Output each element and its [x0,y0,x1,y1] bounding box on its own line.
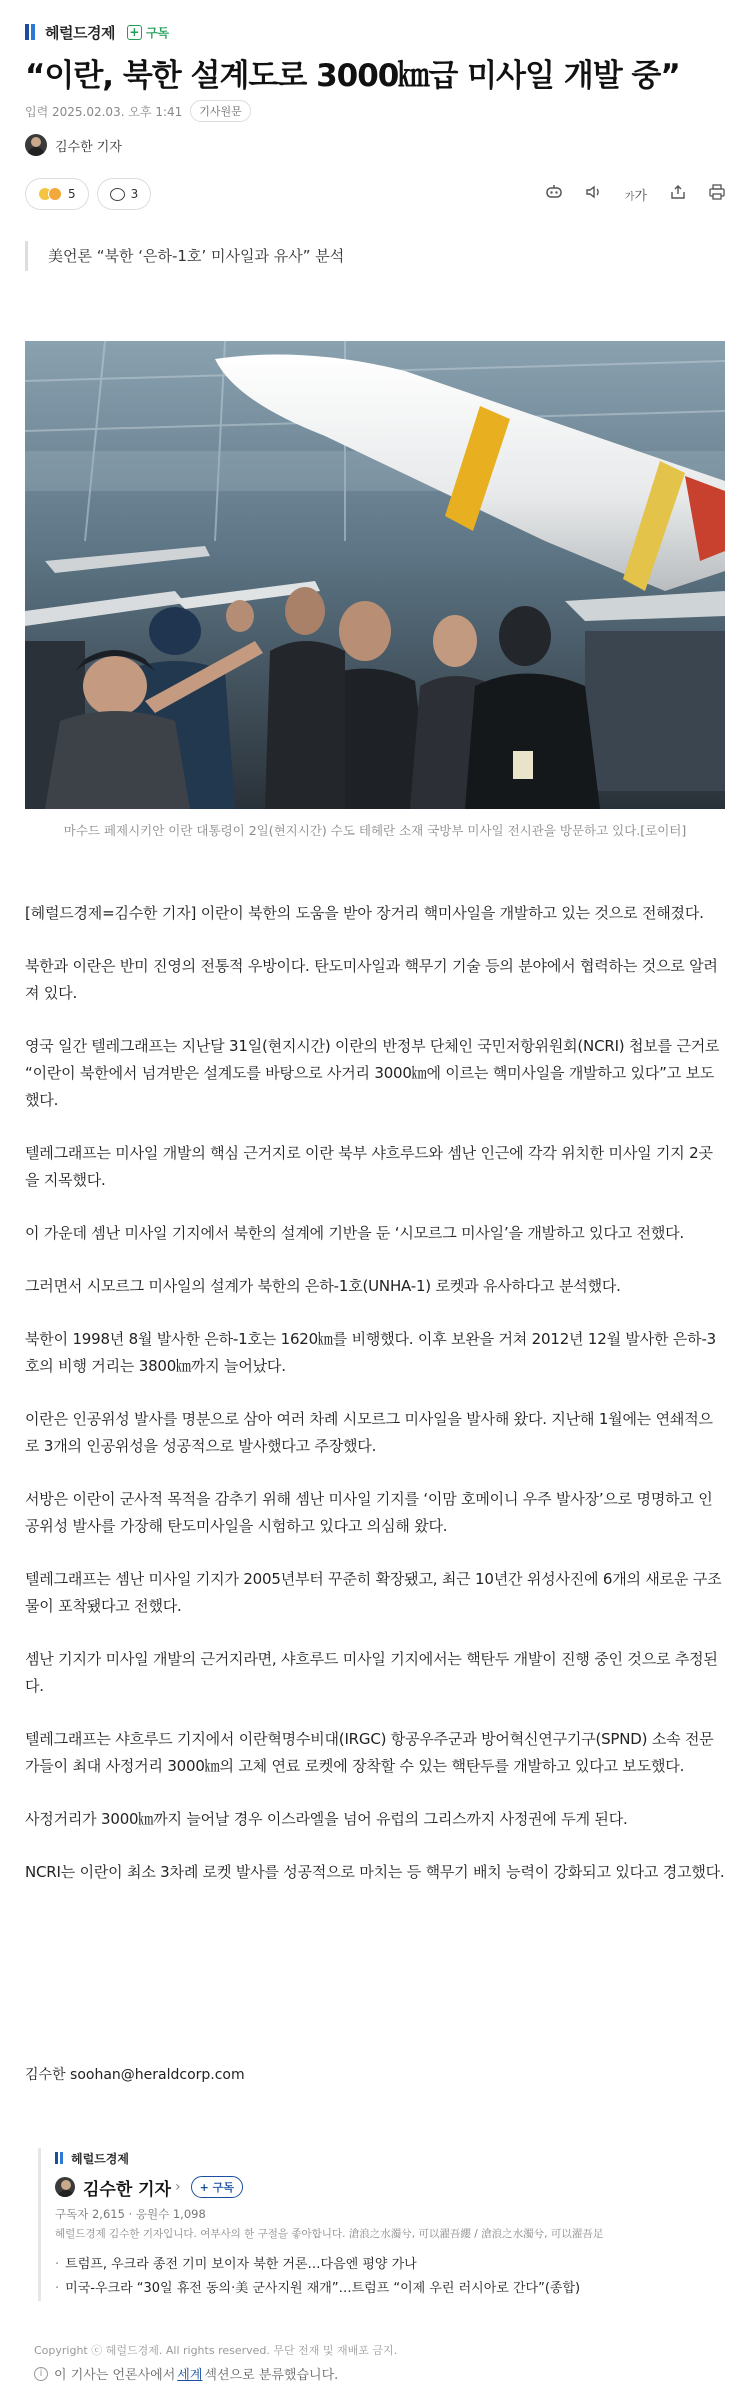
classify-prefix: 이 기사는 언론사에서 [54,2368,176,2383]
paragraph: 서방은 이란이 군사적 목적을 감추기 위해 셈난 미사일 기지를 ‘이맘 호메이니 우주 발사장’으로 명명하고 인공위성 발사를 가장해 탄도미사일을 시험하고 있다고 의심해 왔다. [25,1490,713,1535]
summary-bot-icon[interactable] [545,184,563,204]
speaker-icon[interactable] [585,184,603,204]
paragraph: 텔레그래프는 샤흐루드 기지에서 이란혁명수비대(IRGC) 항공우주군과 방어혁신연구기구(SPND) 소속 전문가들이 최대 사정거리 3000㎞의 고체 연료 로켓에 장착할 수 있는 핵탄두를 개발하고 있다고 보도했다. [25,1730,714,1775]
paragraph: 이 가운데 셈난 미사일 기지에서 북한의 설계에 기반을 둔 ‘시모르그 미사일’을 개발하고 있다고 전했다. [25,1224,684,1242]
comment-button[interactable] [97,178,152,210]
related-list [55,2253,700,2301]
chevron-right-icon: › [175,2179,181,2195]
author-avatar [25,134,47,156]
paragraph: 그러면서 시모르그 미사일의 설계가 북한의 은하-1호(UNHA-1) 로켓과 유사하다고 분석했다. [25,1277,621,1295]
reporter-intro: 헤럴드경제 김수한 기자입니다. 여부사의 한 구절을 좋아합니다. 滄浪之水濁兮, 可以濯吾纓 / 滄浪之水濁兮, 可以濯吾足 [55,2228,604,2240]
paragraph: NCRI는 이란이 최소 3차례 로켓 발사를 성공적으로 마치는 등 핵무기 배치 능력이 강화되고 있다고 경고했다. [25,1863,725,1881]
reporter-name[interactable]: 김수한 기자 [83,2179,172,2200]
header-bar [25,20,169,44]
photo-caption: 마수드 페제시키안 이란 대통령이 2일(현지시간) 수도 테헤란 소재 국방부 미사일 전시관을 방문하고 있다.[로이터] [63,823,687,838]
paragraph: 텔레그래프는 셈난 미사일 기지가 2005년부터 꾸준히 확장됐고, 최근 10년간 위성사진에 6개의 새로운 구조물이 포착됐다고 전했다. [25,1570,722,1615]
author-row[interactable] [25,134,122,156]
related-article-link[interactable]: · 트럼프, 우크라 종전 기미 보이자 북한 거론…다음엔 평양 가나 [55,2253,700,2277]
related-article-link[interactable]: · 미국-우크라 “30일 휴전 동의·美 군사지원 재개”…트럼프 “이제 우린 러시아로 간다”(종합) [55,2277,700,2301]
reaction-button[interactable] [25,178,89,210]
paragraph: 사정거리가 3000㎞까지 늘어날 경우 이스라엘을 넘어 유럽의 그리스까지 사정권에 두게 된다. [25,1810,628,1828]
paragraph: 텔레그래프는 미사일 개발의 핵심 근거지로 이란 북부 샤흐루드와 셈난 인근에 각각 위치한 미사일 기지 2곳을 지목했다. [25,1144,713,1189]
paragraph: 셈난 기지가 미사일 개발의 근거지라면, 샤흐루드 미사일 기지에서는 핵탄두 개발이 진행 중인 것으로 추정된다. [25,1650,718,1695]
reporter-subscribe-button[interactable]: + 구독 [191,2176,243,2198]
reporter-profile[interactable] [55,2174,700,2200]
font-size-label: 가 [634,188,647,204]
author-name[interactable]: 김수한 기자 [55,139,122,155]
action-bar [25,178,725,210]
copyright-text: Copyright ⓒ 헤럴드경제. All rights reserved. 무단 전재 및 재배포 금지. [34,2344,398,2357]
article-meta [25,100,251,122]
original-article-button[interactable]: 기사원문 [190,100,251,122]
card-brand[interactable] [55,2148,700,2168]
section-classification [34,2364,338,2383]
reaction-count: 5 [68,187,76,201]
paragraph: 영국 일간 텔레그래프는 지난달 31일(현지시간) 이란의 반정부 단체인 국민저항위원회(NCRI) 첩보를 근거로 “이란이 북한에서 넘겨받은 설계도를 바탕으로 사거리 3000㎞에 이르는 핵미사일을 개발하고 있다”고 보도했다. [25,1037,720,1109]
subscribe-label: 구독 [145,25,170,40]
reporter-avatar [55,2177,75,2197]
published-time: 입력 2025.02.03. 오후 1:41 [25,104,183,119]
byline-email: 김수한 soohan@heraldcorp.com [25,2067,245,2083]
paragraph: 북한과 이란은 반미 진영의 전통적 우방이다. 탄도미사일과 핵무기 기술 등의 분야에서 협력하는 것으로 알려져 있다. [25,957,718,1002]
info-icon: i [34,2367,48,2381]
card-brand-text: 헤럴드경제 [71,2151,129,2166]
plus-icon: + [127,25,142,40]
paragraph: 이란은 인공위성 발사를 명분으로 삼아 여러 차례 시모르그 미사일을 발사해 왔다. 지난해 1월에는 연쇄적으로 3개의 인공위성을 성공적으로 발사했다고 주장했다. [25,1410,713,1455]
press-logo-text[interactable]: 헤럴드경제 [45,23,115,42]
subscribe-button[interactable] [127,24,169,41]
article-summary: 美언론 “북한 ‘은하-1호’ 미사일과 유사” 분석 [25,241,344,271]
reporter-card [38,2148,700,2301]
article-headline: “이란, 북한 설계도로 3000㎞급 미사일 개발 중” [25,58,680,94]
paragraph: 북한이 1998년 8월 발사한 은하-1호는 1620㎞를 비행했다. 이후 보완을 거쳐 2012년 12월 발사한 은하-3호의 비행 거리는 3800㎞까지 늘어났다. [25,1330,717,1375]
reporter-stats: 구독자 2,615 · 응원수 1,098 [55,2207,206,2221]
paragraph: [헤럴드경제=김수한 기자] 이란이 북한의 도움을 받아 장거리 핵미사일을 개발하고 있는 것으로 전해졌다. [25,904,704,922]
herald-logo-icon[interactable] [25,24,39,40]
classify-suffix: 섹션으로 분류했습니다. [204,2368,339,2383]
missile-exhibition-image [25,341,725,809]
article-photo[interactable] [25,341,725,809]
share-icon[interactable] [669,184,687,204]
print-icon[interactable] [709,184,725,204]
tool-icons [545,178,725,210]
section-link[interactable]: 세계 [177,2368,203,2383]
article-body [25,900,725,1912]
comment-icon [110,188,125,201]
font-size-icon[interactable]: 가가 [625,185,647,204]
thumb-icon [48,187,62,201]
comment-count: 3 [130,187,139,201]
herald-logo-icon [55,2152,65,2164]
